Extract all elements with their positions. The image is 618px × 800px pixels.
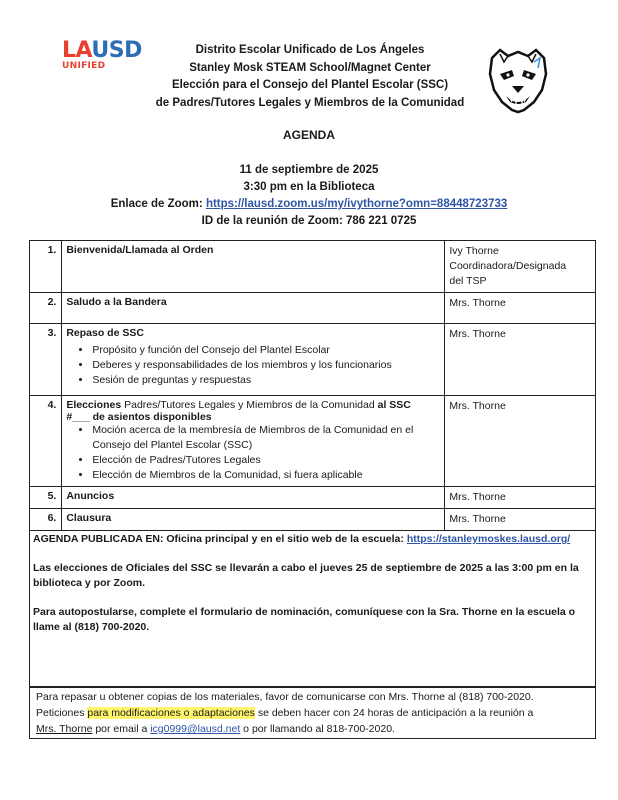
item-title: Repaso de SSC [66,327,144,339]
agenda-row [30,509,596,531]
officers-election-notice: Las elecciones de Oficiales del SSC se llevarán a cabo el jueves 25 de septiembre de 2025 a las 3:00 pm en la biblioteca y por Zoom. [33,562,579,589]
accommodations-notice [36,705,589,721]
item-number: 4. [30,396,62,487]
accommodations-text-a: Peticiones [36,707,88,719]
agenda-row [30,241,596,293]
posted-notice [33,532,592,547]
contact-box [29,687,596,739]
item-presenter: Mrs. Thorne [445,487,596,509]
bullet-item: • Sesión de preguntas y respuestas [92,373,440,388]
school-name: Stanley Mosk STEAM School/Magnet Center [189,61,431,74]
item-presenter: Mrs. Thorne [445,396,596,487]
item-number: 2. [30,293,62,324]
agenda-row [30,487,596,509]
item-presenter: Mrs. Thorne [445,293,596,324]
item-number: 1. [30,241,62,293]
agenda-row [30,293,596,324]
agenda-table [29,240,596,531]
meeting-date: 11 de septiembre de 2025 [239,164,379,176]
school-website-link[interactable]: https://stanleymoskes.lausd.org/ [406,533,571,545]
item-presenter: Mrs. Thorne [445,324,596,396]
item-bullets [66,423,440,483]
item-bullets [66,343,440,388]
zoom-link-label: Enlace de Zoom: [110,198,206,210]
election-subtitle: de Padres/Tutores Legales y Miembros de la Comunidad [155,96,465,109]
election-title: Elección para el Consejo del Plantel Escolar (SSC) [171,79,449,91]
posted-label: AGENDA PUBLICADA EN: Oficina principal y en el sitio web de la escuela: [33,533,407,545]
bullet-item: • Deberes y responsabilidades de los miembros y los funcionarios [92,358,440,373]
item-title: Anuncios [62,487,445,509]
presenter-line: Coordinadora/Designada [449,260,567,272]
bullet-item: • Moción acerca de la membresía de Miembros de la Comunidad en el Consejo del Plantel Escolar (SSC) [92,423,440,453]
district-name: Distrito Escolar Unificado de Los Ángeles [195,44,425,56]
logo-la-text: LA [62,38,92,63]
agenda-heading: AGENDA [282,128,335,142]
materials-notice: Para repasar u obtener copias de los materiales, favor de comunicarse con Mrs. Thorne al (818) 700-2020. [36,691,534,703]
agenda-row [30,324,596,396]
bullet-item: • Elección de Padres/Tutores Legales [92,453,440,468]
item-number: 5. [30,487,62,509]
meeting-time-place: 3:30 pm en la Biblioteca [243,181,375,193]
item-title: Saludo a la Bandera [62,293,445,324]
nomination-notice: Para autopostularse, complete el formulario de nominación, comuníquese con la Sra. Thorne en la escuela o llame al (818) 700-2020. [33,606,576,633]
bullet-item: • Propósito y función del Consejo del Plantel Escolar [92,343,440,358]
presenter-line: del TSP [449,275,487,287]
item-presenter [445,241,596,293]
item-title: Clausura [62,509,445,531]
logo-usd-text: USD [91,38,142,63]
notes-box [29,530,596,687]
contact-text-b: o por llamando al 818-700-2020. [240,723,395,735]
item-title-normal: Padres/Tutores Legales y Miembros de la Comunidad [121,399,378,411]
item-title [66,399,440,411]
contact-line [36,721,589,737]
item-title-bold-2: al SSC [377,399,411,411]
highlighted-text: para modificaciones o adaptaciones [87,707,255,719]
item-presenter: Mrs. Thorne [445,509,596,531]
agenda-row [30,396,596,487]
presenter-line: Ivy Thorne [449,245,499,257]
zoom-meeting-id: ID de la reunión de Zoom: 786 221 0725 [201,215,417,227]
document-header [120,42,500,112]
item-cell [62,396,445,487]
zoom-link[interactable]: https://lausd.zoom.us/my/ivythorne?omn=88448723733 [205,198,508,210]
contact-email-link[interactable]: icg0999@lausd.net [150,723,241,735]
zoom-link-line [0,196,618,213]
logo-unified-text: UNIFIED [62,61,106,71]
accommodations-text-b: se deben hacer con 24 horas de anticipación a la reunión a [254,707,534,719]
item-title: Bienvenida/Llamada al Orden [62,241,445,293]
seats-available: #___ de asientos disponibles [66,411,212,423]
item-cell [62,324,445,396]
item-title-bold: Elecciones [66,399,122,411]
contact-text-a: por email a [92,723,151,735]
bullet-item: • Elección de Miembros de la Comunidad, si fuera aplicable [92,468,440,483]
contact-name: Mrs. Thorne [36,723,93,735]
item-number: 3. [30,324,62,396]
item-number: 6. [30,509,62,531]
meeting-info [0,162,618,230]
